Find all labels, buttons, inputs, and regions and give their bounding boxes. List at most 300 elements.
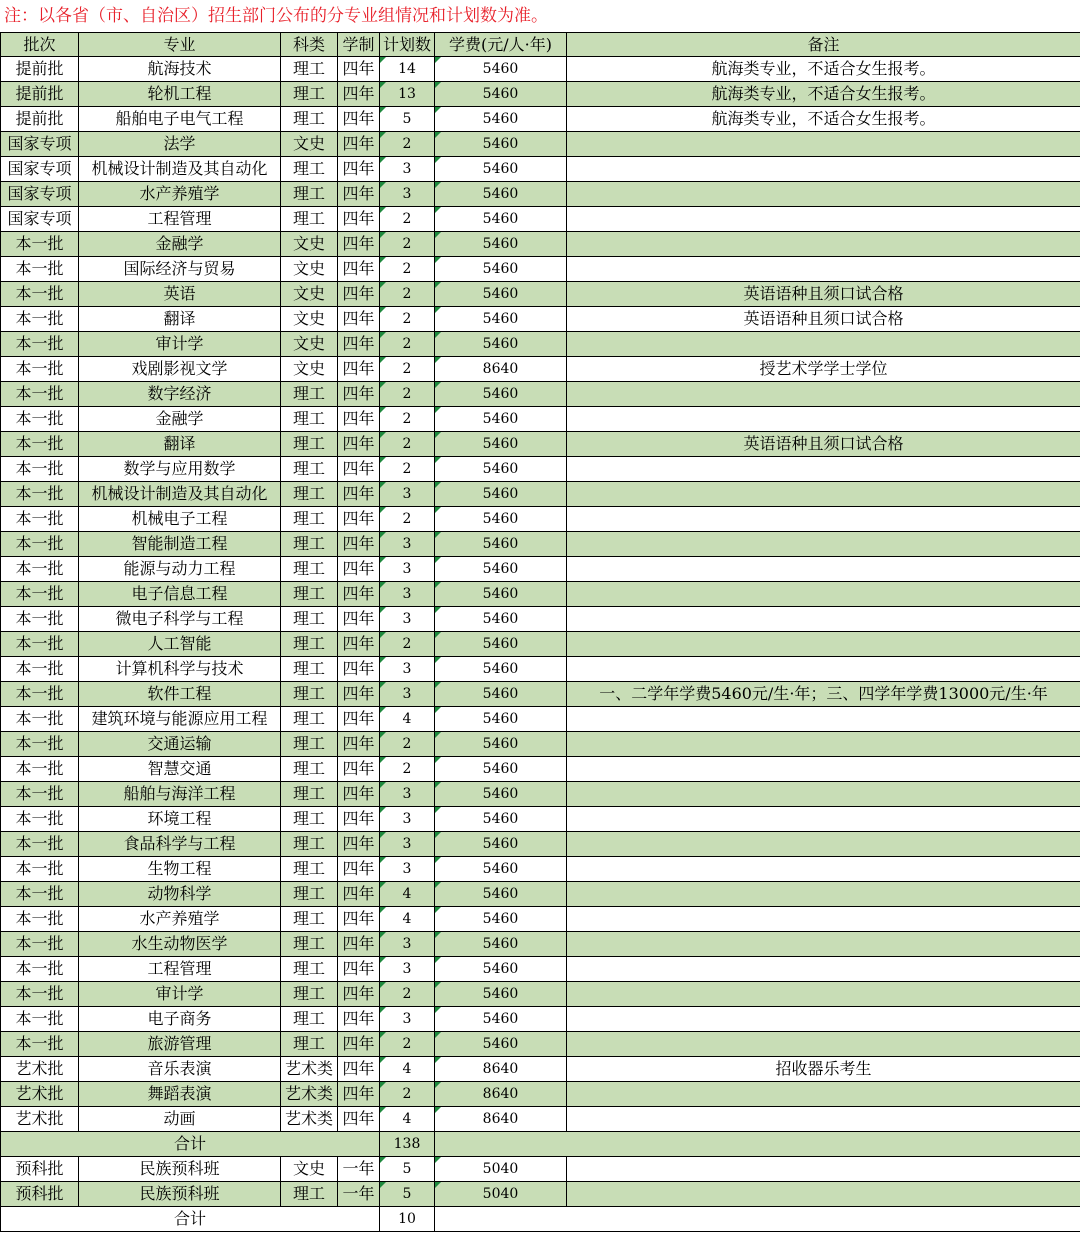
- table-cell: 四年: [338, 307, 380, 332]
- table-cell: [567, 1082, 1080, 1107]
- table-cell: 四年: [338, 1082, 380, 1107]
- table-cell: 四年: [338, 457, 380, 482]
- table-cell: 5460: [435, 732, 567, 757]
- table-cell: 5460: [435, 982, 567, 1007]
- table-cell: 四年: [338, 632, 380, 657]
- table-cell: 轮机工程: [79, 82, 281, 107]
- table-cell: 微电子科学与工程: [79, 607, 281, 632]
- table-cell: 动物科学: [79, 882, 281, 907]
- table-cell: 2: [380, 982, 435, 1007]
- table-cell: 5460: [435, 182, 567, 207]
- header-cell: 计划数: [380, 33, 435, 57]
- table-cell: 提前批: [1, 57, 79, 82]
- table-cell: 四年: [338, 907, 380, 932]
- table-cell: 5460: [435, 282, 567, 307]
- table-cell: 四年: [338, 207, 380, 232]
- table-cell: 理工: [281, 757, 338, 782]
- table-cell: 2: [380, 307, 435, 332]
- table-cell: 3: [380, 832, 435, 857]
- table-cell: 5040: [435, 1182, 567, 1207]
- table-cell: 本一批: [1, 982, 79, 1007]
- table-cell: 理工: [281, 707, 338, 732]
- table-cell: 5460: [435, 157, 567, 182]
- table-cell: [567, 832, 1080, 857]
- table-row: [1, 707, 1080, 732]
- table-cell: 8640: [435, 1057, 567, 1082]
- table-cell: 5460: [435, 257, 567, 282]
- table-cell: [567, 332, 1080, 357]
- table-cell: [567, 1182, 1080, 1207]
- table-cell: 本一批: [1, 1007, 79, 1032]
- table-cell: 授艺术学学士学位: [567, 357, 1080, 382]
- table-cell: [567, 132, 1080, 157]
- header-cell: 科类: [281, 33, 338, 57]
- table-cell: 3: [380, 807, 435, 832]
- table-cell: 文史: [281, 332, 338, 357]
- table-cell: 5460: [435, 707, 567, 732]
- table-cell: 5460: [435, 757, 567, 782]
- table-cell: 5460: [435, 532, 567, 557]
- table-cell: [567, 807, 1080, 832]
- table-cell: 软件工程: [79, 682, 281, 707]
- table-cell: 本一批: [1, 732, 79, 757]
- table-cell: 金融学: [79, 232, 281, 257]
- table-cell: 5460: [435, 1007, 567, 1032]
- table-cell: 理工: [281, 932, 338, 957]
- table-cell: 四年: [338, 257, 380, 282]
- table-row: [1, 582, 1080, 607]
- table-cell: 理工: [281, 507, 338, 532]
- table-cell: 5460: [435, 57, 567, 82]
- table-row: [1, 957, 1080, 982]
- table-cell: 理工: [281, 982, 338, 1007]
- table-cell: 船舶电子电气工程: [79, 107, 281, 132]
- table-cell: 交通运输: [79, 732, 281, 757]
- table-cell: 理工: [281, 582, 338, 607]
- table-cell: 本一批: [1, 957, 79, 982]
- table-cell: 5460: [435, 607, 567, 632]
- table-cell: 本一批: [1, 557, 79, 582]
- table-cell: 5460: [435, 882, 567, 907]
- table-cell: 3: [380, 957, 435, 982]
- table-cell: 文史: [281, 282, 338, 307]
- table-row: [1, 1107, 1080, 1132]
- table-cell: 国家专项: [1, 157, 79, 182]
- table-cell: [567, 907, 1080, 932]
- enrollment-plan-table: [0, 32, 1080, 1232]
- table-cell: 四年: [338, 1057, 380, 1082]
- table-cell: 智能制造工程: [79, 532, 281, 557]
- table-cell: 8640: [435, 357, 567, 382]
- table-cell: 本一批: [1, 357, 79, 382]
- table-cell: 3: [380, 157, 435, 182]
- table-cell: 戏剧影视文学: [79, 357, 281, 382]
- table-row: [1, 1082, 1080, 1107]
- table-cell: 理工: [281, 1032, 338, 1057]
- table-cell: 3: [380, 482, 435, 507]
- table-cell: 2: [380, 1082, 435, 1107]
- table-cell: 四年: [338, 782, 380, 807]
- table-cell: 理工: [281, 532, 338, 557]
- table-cell: 本一批: [1, 232, 79, 257]
- table-cell: 艺术批: [1, 1082, 79, 1107]
- empty-cell: [435, 1132, 1080, 1157]
- table-cell: 一、二学年学费5460元/生·年；三、四学年学费13000元/生·年: [567, 682, 1080, 707]
- table-cell: [567, 732, 1080, 757]
- table-cell: 理工: [281, 782, 338, 807]
- table-cell: 四年: [338, 507, 380, 532]
- table-cell: 法学: [79, 132, 281, 157]
- table-cell: 3: [380, 657, 435, 682]
- table-cell: 四年: [338, 657, 380, 682]
- table-cell: 4: [380, 907, 435, 932]
- table-cell: 预科批: [1, 1182, 79, 1207]
- table-cell: 四年: [338, 957, 380, 982]
- table-cell: 本一批: [1, 707, 79, 732]
- table-cell: 艺术批: [1, 1107, 79, 1132]
- table-cell: 10: [380, 1207, 435, 1232]
- table-cell: 合计: [1, 1132, 380, 1157]
- table-cell: 3: [380, 782, 435, 807]
- table-cell: [567, 382, 1080, 407]
- table-row: [1, 1032, 1080, 1057]
- table-cell: 四年: [338, 1007, 380, 1032]
- table-row: [1, 682, 1080, 707]
- header-cell: 备注: [567, 33, 1080, 57]
- table-row: [1, 432, 1080, 457]
- table-cell: 2: [380, 282, 435, 307]
- table-cell: 13: [380, 82, 435, 107]
- total-row: [1, 1132, 1080, 1157]
- table-cell: 四年: [338, 157, 380, 182]
- table-cell: 理工: [281, 207, 338, 232]
- table-cell: 本一批: [1, 682, 79, 707]
- table-cell: 金融学: [79, 407, 281, 432]
- table-cell: 2: [380, 507, 435, 532]
- table-cell: 3: [380, 1007, 435, 1032]
- table-cell: 5460: [435, 432, 567, 457]
- table-cell: 2: [380, 207, 435, 232]
- table-cell: 四年: [338, 582, 380, 607]
- table-cell: 四年: [338, 407, 380, 432]
- table-row: [1, 557, 1080, 582]
- table-cell: 数字经济: [79, 382, 281, 407]
- table-note: 注：以各省（市、自治区）招生部门公布的分专业组情况和计划数为准。: [4, 6, 548, 26]
- table-cell: 理工: [281, 832, 338, 857]
- table-cell: 国家专项: [1, 207, 79, 232]
- table-row: [1, 982, 1080, 1007]
- table-cell: 文史: [281, 132, 338, 157]
- table-cell: 本一批: [1, 907, 79, 932]
- table-cell: 本一批: [1, 782, 79, 807]
- table-cell: [567, 1107, 1080, 1132]
- table-cell: 航海类专业，不适合女生报考。: [567, 107, 1080, 132]
- table-cell: 理工: [281, 82, 338, 107]
- table-cell: 理工: [281, 1007, 338, 1032]
- table-cell: 四年: [338, 1107, 380, 1132]
- table-row: [1, 757, 1080, 782]
- table-cell: 5460: [435, 107, 567, 132]
- table-cell: 14: [380, 57, 435, 82]
- table-cell: 5: [380, 1157, 435, 1182]
- table-cell: 航海技术: [79, 57, 281, 82]
- table-row: [1, 782, 1080, 807]
- table-cell: 3: [380, 932, 435, 957]
- table-cell: [567, 982, 1080, 1007]
- table-cell: 5460: [435, 382, 567, 407]
- table-cell: 理工: [281, 557, 338, 582]
- table-cell: 四年: [338, 57, 380, 82]
- table-row: [1, 332, 1080, 357]
- table-row: [1, 507, 1080, 532]
- table-cell: 3: [380, 582, 435, 607]
- table-cell: 艺术类: [281, 1082, 338, 1107]
- table-cell: 2: [380, 232, 435, 257]
- table-cell: 工程管理: [79, 957, 281, 982]
- table-cell: 四年: [338, 532, 380, 557]
- table-cell: 4: [380, 1107, 435, 1132]
- table-cell: 机械设计制造及其自动化: [79, 482, 281, 507]
- table-cell: 机械电子工程: [79, 507, 281, 532]
- table-cell: 国家专项: [1, 182, 79, 207]
- table-cell: [567, 882, 1080, 907]
- table-cell: [567, 232, 1080, 257]
- table-row: [1, 882, 1080, 907]
- table-cell: 提前批: [1, 107, 79, 132]
- table-cell: 本一批: [1, 432, 79, 457]
- table-cell: 5460: [435, 407, 567, 432]
- table-cell: 民族预科班: [79, 1157, 281, 1182]
- table-cell: 电子商务: [79, 1007, 281, 1032]
- table-cell: 理工: [281, 607, 338, 632]
- table-cell: 本一批: [1, 1032, 79, 1057]
- table-cell: 本一批: [1, 657, 79, 682]
- table-cell: 预科批: [1, 1157, 79, 1182]
- table-row: [1, 657, 1080, 682]
- table-cell: 四年: [338, 832, 380, 857]
- table-cell: 环境工程: [79, 807, 281, 832]
- table-row: [1, 407, 1080, 432]
- table-cell: 8640: [435, 1107, 567, 1132]
- empty-cell: [435, 1207, 1080, 1232]
- table-cell: 舞蹈表演: [79, 1082, 281, 1107]
- table-cell: 5460: [435, 332, 567, 357]
- table-row: [1, 457, 1080, 482]
- table-row: [1, 607, 1080, 632]
- table-cell: 本一批: [1, 807, 79, 832]
- table-cell: 3: [380, 607, 435, 632]
- table-cell: 四年: [338, 182, 380, 207]
- table-cell: 5460: [435, 957, 567, 982]
- table-cell: [567, 957, 1080, 982]
- table-cell: 理工: [281, 1182, 338, 1207]
- table-cell: 本一批: [1, 607, 79, 632]
- table-row: [1, 182, 1080, 207]
- table-cell: 人工智能: [79, 632, 281, 657]
- table-cell: 5460: [435, 1032, 567, 1057]
- table-cell: 5460: [435, 857, 567, 882]
- table-cell: 智慧交通: [79, 757, 281, 782]
- table-cell: [567, 457, 1080, 482]
- table-cell: 文史: [281, 307, 338, 332]
- table-cell: 2: [380, 357, 435, 382]
- table-cell: 文史: [281, 257, 338, 282]
- table-cell: 四年: [338, 557, 380, 582]
- table-cell: [567, 557, 1080, 582]
- table-cell: 提前批: [1, 82, 79, 107]
- table-cell: 2: [380, 457, 435, 482]
- table-cell: 5460: [435, 82, 567, 107]
- table-cell: 四年: [338, 732, 380, 757]
- table-cell: 2: [380, 757, 435, 782]
- table-cell: 8640: [435, 1082, 567, 1107]
- table-row: [1, 82, 1080, 107]
- table-cell: 水产养殖学: [79, 907, 281, 932]
- table-cell: 四年: [338, 857, 380, 882]
- table-cell: 水产养殖学: [79, 182, 281, 207]
- table-cell: 5460: [435, 482, 567, 507]
- table-cell: 5460: [435, 557, 567, 582]
- table-row: [1, 857, 1080, 882]
- table-cell: 2: [380, 382, 435, 407]
- table-cell: [567, 582, 1080, 607]
- table-row: [1, 382, 1080, 407]
- table-cell: 4: [380, 707, 435, 732]
- table-cell: 5460: [435, 507, 567, 532]
- table-cell: [567, 157, 1080, 182]
- table-row: [1, 807, 1080, 832]
- table-cell: 4: [380, 1057, 435, 1082]
- table-cell: 民族预科班: [79, 1182, 281, 1207]
- table-cell: 本一批: [1, 507, 79, 532]
- table-cell: 3: [380, 182, 435, 207]
- table-cell: 理工: [281, 182, 338, 207]
- table-cell: 2: [380, 132, 435, 157]
- table-cell: 英语语种且须口试合格: [567, 307, 1080, 332]
- table-cell: 四年: [338, 482, 380, 507]
- table-cell: 2: [380, 332, 435, 357]
- table-cell: 5460: [435, 832, 567, 857]
- table-cell: [567, 482, 1080, 507]
- table-row: [1, 732, 1080, 757]
- table-cell: 艺术批: [1, 1057, 79, 1082]
- table-cell: 计算机科学与技术: [79, 657, 281, 682]
- table-cell: 国家专项: [1, 132, 79, 157]
- table-cell: 本一批: [1, 832, 79, 857]
- table-row: [1, 257, 1080, 282]
- table-row: [1, 1057, 1080, 1082]
- table-cell: 四年: [338, 332, 380, 357]
- table-cell: 3: [380, 532, 435, 557]
- table-cell: 5040: [435, 1157, 567, 1182]
- table-cell: 四年: [338, 107, 380, 132]
- table-row: [1, 57, 1080, 82]
- table-cell: 国际经济与贸易: [79, 257, 281, 282]
- table-cell: 本一批: [1, 582, 79, 607]
- table-cell: 四年: [338, 807, 380, 832]
- table-cell: 5460: [435, 782, 567, 807]
- table-cell: 艺术类: [281, 1057, 338, 1082]
- table-row: [1, 907, 1080, 932]
- table-cell: 理工: [281, 457, 338, 482]
- table-cell: 3: [380, 557, 435, 582]
- table-cell: [567, 207, 1080, 232]
- table-row: [1, 482, 1080, 507]
- table-cell: 四年: [338, 432, 380, 457]
- header-cell: 专业: [79, 33, 281, 57]
- table-cell: 本一批: [1, 257, 79, 282]
- table-cell: 英语语种且须口试合格: [567, 432, 1080, 457]
- table-cell: 本一批: [1, 882, 79, 907]
- table-cell: 四年: [338, 607, 380, 632]
- table-cell: 文史: [281, 232, 338, 257]
- table-cell: 艺术类: [281, 1107, 338, 1132]
- table-cell: 四年: [338, 357, 380, 382]
- table-cell: 5460: [435, 932, 567, 957]
- table-cell: 水生动物医学: [79, 932, 281, 957]
- table-cell: 5: [380, 107, 435, 132]
- table-cell: [567, 1032, 1080, 1057]
- table-cell: 本一批: [1, 532, 79, 557]
- table-row: [1, 232, 1080, 257]
- table-row: [1, 157, 1080, 182]
- table-cell: 食品科学与工程: [79, 832, 281, 857]
- table-cell: 本一批: [1, 282, 79, 307]
- table-cell: 招收器乐考生: [567, 1057, 1080, 1082]
- table-cell: 本一批: [1, 457, 79, 482]
- table-row: [1, 532, 1080, 557]
- table-cell: 翻译: [79, 432, 281, 457]
- table-cell: 四年: [338, 707, 380, 732]
- table-cell: 理工: [281, 57, 338, 82]
- table-cell: 3: [380, 857, 435, 882]
- table-cell: 建筑环境与能源应用工程: [79, 707, 281, 732]
- table-cell: [567, 782, 1080, 807]
- table-cell: 电子信息工程: [79, 582, 281, 607]
- table-cell: 音乐表演: [79, 1057, 281, 1082]
- table-cell: 5460: [435, 807, 567, 832]
- table-body: [1, 33, 1080, 1232]
- total-row: [1, 1207, 1080, 1232]
- table-cell: 文史: [281, 1157, 338, 1182]
- table-cell: 四年: [338, 982, 380, 1007]
- table-cell: 本一批: [1, 632, 79, 657]
- table-cell: 2: [380, 432, 435, 457]
- table-cell: 四年: [338, 757, 380, 782]
- table-cell: 审计学: [79, 982, 281, 1007]
- table-cell: 四年: [338, 82, 380, 107]
- table-row: [1, 932, 1080, 957]
- header-cell: 学制: [338, 33, 380, 57]
- table-cell: 2: [380, 632, 435, 657]
- table-cell: 5460: [435, 632, 567, 657]
- table-cell: [567, 707, 1080, 732]
- table-cell: 机械设计制造及其自动化: [79, 157, 281, 182]
- table-cell: 5: [380, 1182, 435, 1207]
- table-cell: 四年: [338, 132, 380, 157]
- table-cell: 3: [380, 682, 435, 707]
- table-cell: 2: [380, 257, 435, 282]
- table-cell: 理工: [281, 857, 338, 882]
- table-cell: 5460: [435, 582, 567, 607]
- header-cell: 学费(元/人·年): [435, 33, 567, 57]
- table-cell: 2: [380, 407, 435, 432]
- table-cell: 四年: [338, 1032, 380, 1057]
- table-cell: 本一批: [1, 482, 79, 507]
- table-cell: 理工: [281, 732, 338, 757]
- table-cell: 本一批: [1, 857, 79, 882]
- table-cell: 生物工程: [79, 857, 281, 882]
